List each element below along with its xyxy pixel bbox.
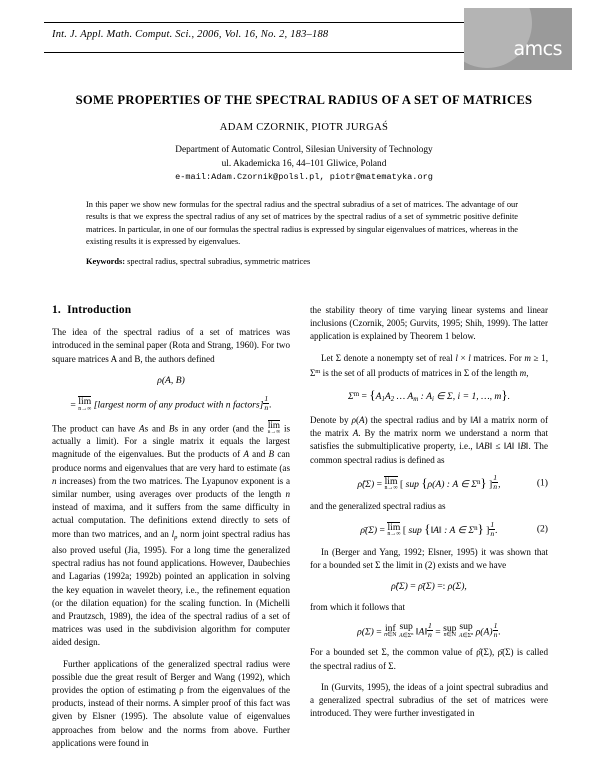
paragraph-right-5: In (Berger and Yang, 1992; Elsner, 1995) it was shown that for a bounded set Σ the limit in (2) exists and we have xyxy=(310,546,548,571)
keywords-value: spectral radius, spectral subradius, symmetric matrices xyxy=(127,257,311,266)
paragraph-right-8: In (Gurvits, 1995), the ideas of a joint spectral subradius and a generalized spectral subradius of the set of matrices were introduced. They were further investigated in xyxy=(310,681,548,719)
journal-logo xyxy=(464,8,572,70)
equation-sigma-m: $\Sigma^m = \{A_1A_2$ … $A_m$ : $A_i$ ∈ Σ, i = 1, …, m}. xyxy=(348,386,510,403)
journal-reference: Int. J. Appl. Math. Comput. Sci., 2006, Vol. 16, No. 2, 183–188 xyxy=(52,29,329,40)
equation-1: ρ̂(Σ) = lim n→∞ [ sup {ρ(A) : A ∈ $\Sigma^n$} ] $\frac{1}{n}$ , (1) xyxy=(357,473,548,492)
paragraph-intro-3: Further applications of the generalized spectral radius were possible due the great result of Berger and Wang (1992), which provides the option of estimating ρ from the eigenvalues of the products, instead of their norms. A simpler proof of this fact was given by Elsner (1995). The absolute value of eigenvalues approaches from below and the norms from above. Further applications were found in xyxy=(52,658,290,748)
equation-1-number: (1) xyxy=(536,477,548,489)
equation-2-number: (2) xyxy=(536,523,548,535)
equation-rho-ab: ρ(A, B) xyxy=(157,374,185,386)
affiliation-line-1: Department of Automatic Control, Silesian University of Technology xyxy=(175,145,433,155)
author-list xyxy=(52,122,556,133)
paragraph-right-3: Denote by ρ(A) the spectral radius and by ‖A‖ a matrix norm of the matrix A. By the matrix norm we understand a norm that satisfies the submultiplicative property, i.e., ‖AB‖ ≤ ‖A‖ ‖B‖. The common spectral radius is defined as xyxy=(310,414,548,465)
paragraph-right-4: and the generalized spectral radius as xyxy=(310,500,446,511)
equation-rho-definition: = lim n→∞ [largest norm of any product with n factors] $\frac{1}{n}$ . xyxy=(70,393,272,412)
column-right xyxy=(310,304,548,720)
email-label: e-mail: xyxy=(175,172,212,182)
email-address[interactable]: Adam.Czornik@polsl.pl, piotr@matematyka.org xyxy=(211,172,433,182)
keywords-label: Keywords: xyxy=(86,257,126,266)
paragraph-right-2: Let Σ denote a nonempty set of real l × l matrices. For m ≥ 1, $\Sigma^m$ is the set of all products of matrices in Σ of the length m, xyxy=(310,352,548,378)
equation-inf-sup: ρ(Σ) = inf n∈N sup $A\in\Sigma^n$ ‖A‖ $\frac{1}{n}$ = sup n∈N sup $A\in\Sigma^n$ ρ(A) $\frac{1}{n}$ . xyxy=(357,620,501,639)
paragraph-intro-1: The idea of the spectral radius of a set of matrices was introduced in the seminal paper (Rota and Strang, 1960). For two square matrices A and B, the authors defined xyxy=(52,327,290,364)
paragraph-intro-2: The product can have As and Bs in any order (and the lim n→∞ is actually a limit). For a single matrix it equals the largest magnitude of the eigenvalues. But the products of A and B can produce norms and eigenvalues that are very hard to estimate (as n increases) from the two matrices. The Lyapunov exponent is a similar number, using averages over products of the length n instead of maxima, and it suffers from the same difficulty in actual computation. The definitions extend directly to sets of more than two matrices, and an $l_p$ norm joint spectral radius has also proved useful (Jia, 1995). For a long time the generalized spectral radius has not found applications. However, Daubechies and Lagarias (1992a; 1992b) pointed an application in solving the key equation in wavelet theory, i.e., the refinement equation (or the dilation equation) for the scaling function. In (Michelli and Prautzsch, 1989), the idea of the spectral radius of a set of matrices was used in the subdivision algorithm for computer aided design. xyxy=(52,419,291,648)
affiliation-line-2: ul. Akademicka 16, 44–101 Gliwice, Poland xyxy=(221,158,387,169)
page-title: SOME PROPERTIES OF THE SPECTRAL RADIUS OF A SET OF MATRICES xyxy=(75,93,533,107)
section-title: Introduction xyxy=(67,304,132,316)
limsup-operator: lim n→∞ xyxy=(78,395,92,412)
column-left xyxy=(52,304,290,750)
page-header xyxy=(44,22,564,66)
keywords-line xyxy=(86,257,518,266)
logo-text: amcs xyxy=(513,38,562,60)
paragraph-right-1: the stability theory of time varying linear systems and linear inclusions (Czornik, 2005; Gurvits, 1995; Shih, 1999). The latter application is explained by Theorem 1 below. xyxy=(310,305,548,342)
section-heading-introduction xyxy=(52,304,290,317)
equation-2: ρ̄(Σ) = lim n→∞ [ sup {‖A‖ : A ∈ $\Sigma^n$} ] $\frac{1}{n}$ . (2) xyxy=(360,519,548,538)
author-names: ADAM CZORNIK, PIOTR JURGAŚ xyxy=(219,122,389,133)
abstract-text: In this paper we show new formulas for the spectral radius and the spectral subradius of a set of matrices. The advantage of our results is that we express the spectral radius of any set of matrices by the spectral radius of a set of symmetric positive definite matrices. In particular, in one of our formulas the spectral radius is expressed by singular eigenvalues of matrices, whereas in the existing results it is expressed by eigenvalues. xyxy=(86,200,518,247)
equation-rho-equality: ρ̂(Σ) = ρ̄(Σ) =: ρ(Σ), xyxy=(391,581,467,593)
affiliation xyxy=(52,144,556,171)
paragraph-right-6: from which it follows that xyxy=(310,602,405,613)
section-number: 1. xyxy=(52,304,61,316)
paragraph-right-7: For a bounded set Σ, the common value of ρ̂(Σ), ρ̄(Σ) is called the spectral radius of Σ. xyxy=(310,647,548,671)
email-line xyxy=(52,172,556,182)
